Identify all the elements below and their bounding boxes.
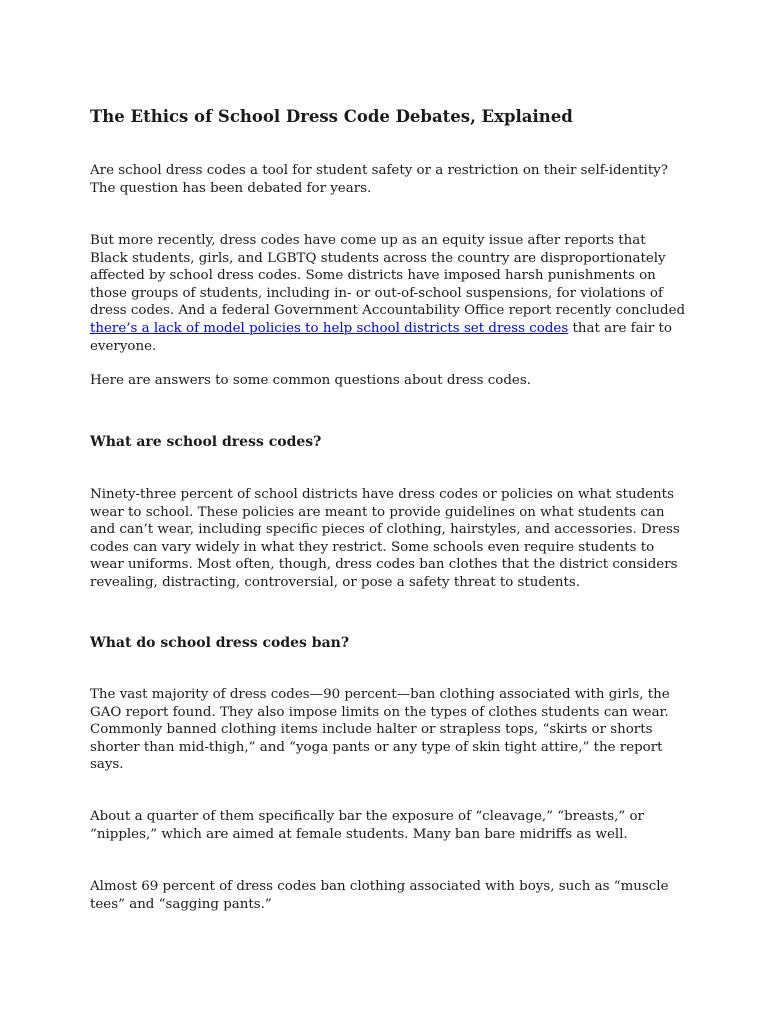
section-heading-what-are: What are school dress codes? [90,434,322,450]
section-what-are-body: Ninety-three percent of school districts have dress codes or policies on what students wear to school. These policies are meant to provide guidelines on what students can and can’t wear, including specific pieces of clothing, hairstyles, and accessories. Dress codes can vary widely in what they restrict. Some schools even require students to wear uniforms. Most often, though, dress codes ban clothes that the district considers revealing, distracting, controversial, or pose a safety threat to students. [90,487,680,590]
section-what-ban-body-3: Almost 69 percent of dress codes ban clothing associated with boys, such as “muscle tees” and “sagging pants.” [90,879,669,912]
section-heading-what-ban: What do school dress codes ban? [90,635,350,651]
article-title: The Ethics of School Dress Code Debates, Explained [90,107,573,126]
intro-paragraph: Are school dress codes a tool for student safety or a restriction on their self-identity? The question has been debated for years. [90,163,668,196]
equity-text-before-link: But more recently, dress codes have come up as an equity issue after reports that Black students, girls, and LGBTQ students across the country are disproportionately affected by school dress codes. Some districts have imposed harsh punishments on those groups of students, including in- or out-of-school suspensions, for violations of dress codes. And a federal Government Accountability Office report recently concluded [90,233,686,319]
answers-intro-paragraph: Here are answers to some common questions about dress codes. [90,373,531,388]
equity-paragraph [90,232,686,355]
gao-report-link[interactable]: there’s a lack of model policies to help school districts set dress codes [90,320,569,336]
equity-text-after-link: that are fair to everyone. [90,320,672,354]
section-what-ban-body-1: The vast majority of dress codes—90 percent—ban clothing associated with girls, the GAO report found. They also impose limits on the types of clothes students can wear. Commonly banned clothing items include halter or strapless tops, “skirts or shorts shorter than mid-thigh,” and “yoga pants or any type of skin tight attire,” the report says. [90,687,670,773]
section-what-ban-body-2: About a quarter of them specifically bar the exposure of “cleavage,” “breasts,” or “nipples,” which are aimed at female students. Many ban bare midriffs as well. [90,809,644,842]
